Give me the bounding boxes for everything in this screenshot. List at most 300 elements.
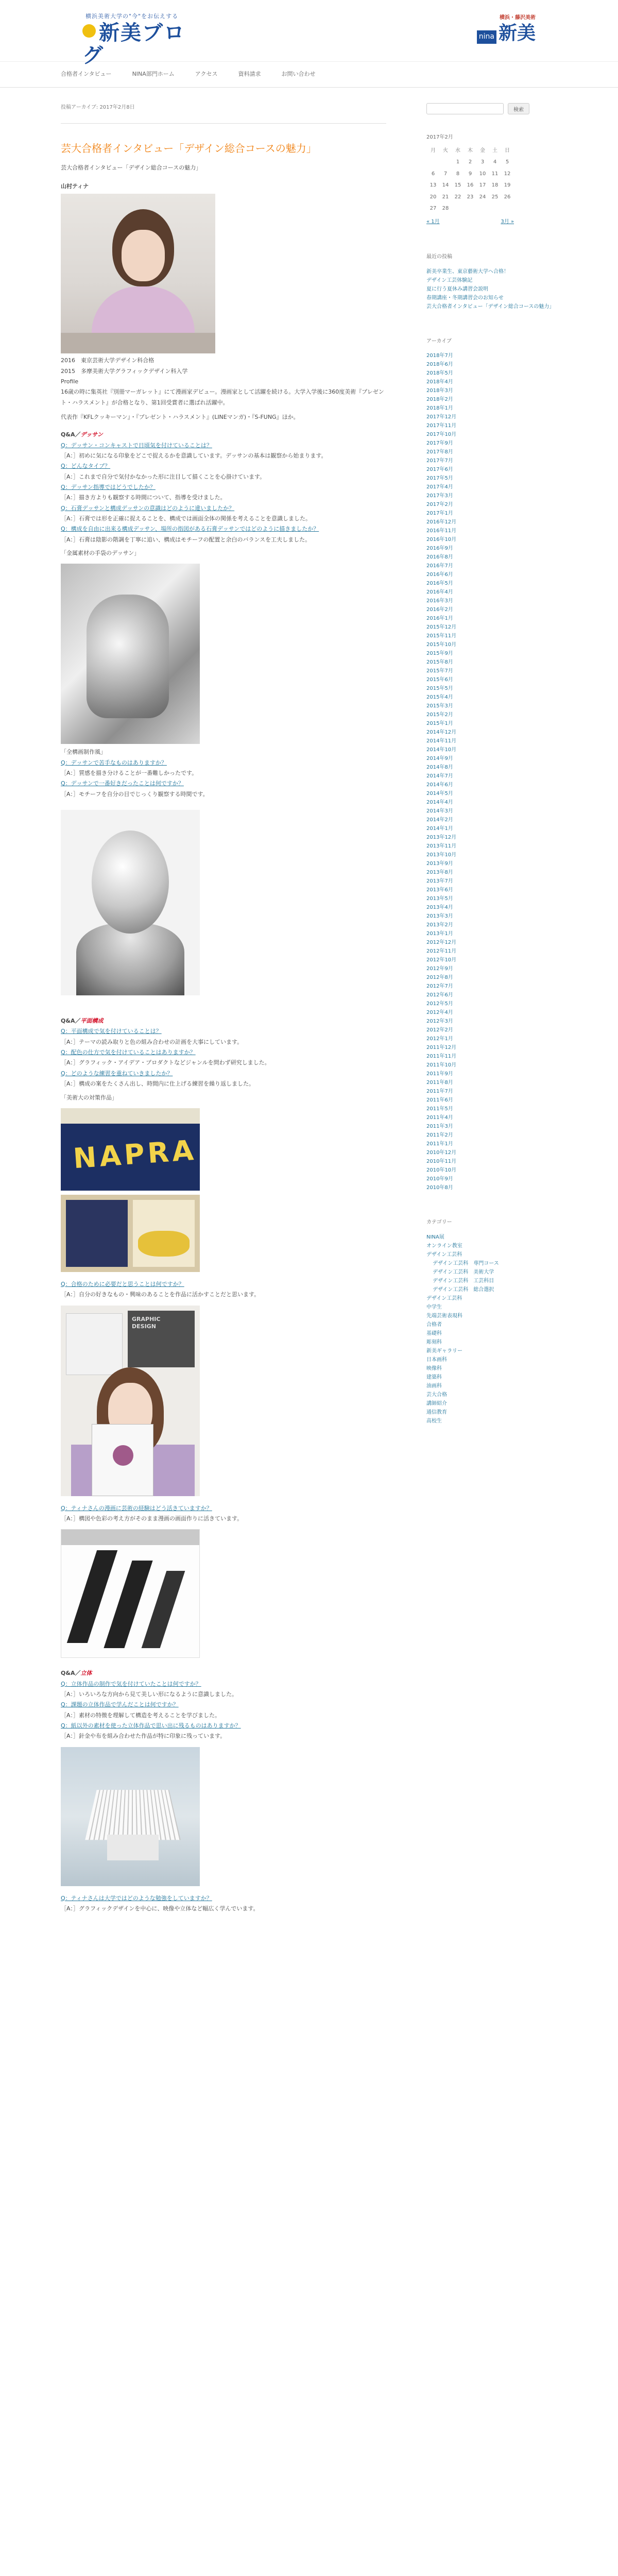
category-item-link[interactable]: デザイン工芸科 美術大学 [433, 1269, 494, 1275]
calendar-day [427, 157, 439, 168]
archive-item-link[interactable]: 2017年11月 [426, 423, 457, 429]
category-item-link[interactable]: デザイン工芸科 専門コース [433, 1260, 499, 1266]
archive-item-link[interactable]: 2017年7月 [426, 458, 453, 464]
calendar-day [477, 204, 488, 214]
archive-item [426, 570, 555, 579]
qa-answer: ［A：］質感を描き分けることが一番難しかったです。 [61, 770, 198, 777]
search-button[interactable]: 検索 [508, 103, 529, 114]
archive-item-link[interactable]: 2015年11月 [426, 633, 457, 639]
archive-item-link[interactable]: 2011年1月 [426, 1141, 453, 1147]
archive-item-link[interactable]: 2013年11月 [426, 843, 457, 849]
archive-item [426, 360, 555, 369]
archive-item-link[interactable]: 2017年1月 [426, 511, 453, 516]
calendar-day[interactable]: 18 [491, 182, 499, 188]
archive-title: 投稿アーカイブ: 2017年2月8日 [61, 103, 386, 124]
archive-item-link[interactable]: 2012年8月 [426, 975, 453, 980]
calendar-day[interactable]: 3 [480, 159, 485, 165]
archive-item [426, 421, 555, 430]
archive-item [426, 833, 555, 842]
archive-item-link[interactable]: 2017年6月 [426, 467, 453, 472]
nina-logo-prefix: nina [477, 30, 496, 44]
archive-item [426, 527, 555, 535]
qa-list-composition [61, 1026, 386, 1089]
category-item [426, 1338, 555, 1347]
archive-widget-title: アーカイブ [426, 338, 452, 344]
archive-item [426, 781, 555, 789]
recent-post-item-link[interactable]: 夏に行う夏休み講習会説明 [426, 286, 488, 292]
archive-item-link[interactable]: 2012年7月 [426, 984, 453, 989]
calendar-day[interactable]: 4 [493, 159, 497, 165]
site-logo[interactable] [82, 11, 206, 68]
archive-item-link[interactable]: 2016年10月 [426, 537, 457, 543]
calendar-weekday: 金 [480, 147, 485, 154]
category-item [426, 1312, 555, 1320]
calendar-weekday: 火 [443, 147, 448, 154]
archive-item-link[interactable]: 2011年7月 [426, 1089, 453, 1094]
bust-photo [61, 810, 200, 995]
archive-item-link[interactable]: 2015年10月 [426, 642, 457, 648]
archive-item [426, 1035, 555, 1043]
manga-photo [61, 1529, 200, 1658]
archive-item-link[interactable]: 2016年9月 [426, 546, 453, 551]
archive-item [426, 859, 555, 868]
archive-item-link[interactable]: 2014年3月 [426, 808, 453, 814]
archive-item [426, 667, 555, 675]
archive-item [426, 500, 555, 509]
category-item [426, 1355, 555, 1364]
poster-photo: NAPRA [61, 1108, 200, 1191]
profile-line: 16歳の時に集英社『別冊マーガレット』にて漫画家デビュー。漫画家として活躍を続ける。大学入学後に360度美術『プレゼント・ハラスメント』が合格となり、第1回受賞者に選ばれ活躍中。 [61, 388, 384, 406]
calendar-weekday: 土 [492, 147, 497, 154]
archive-item-link[interactable]: 2013年4月 [426, 905, 453, 910]
category-item [426, 1382, 555, 1391]
qa-heading-composition: Q&A／平面構成 [61, 1018, 104, 1025]
archive-item-link[interactable]: 2016年8月 [426, 554, 453, 560]
recent-post-item-link[interactable]: 芸大合格者インタビュー「デザイン総合コースの魅力」 [426, 303, 555, 310]
calendar-day[interactable]: 23 [467, 194, 474, 200]
calendar-day[interactable]: 28 [442, 206, 449, 211]
archive-item-link[interactable]: 2011年8月 [426, 1080, 453, 1086]
archive-item [426, 728, 555, 737]
recent-post-item [426, 294, 555, 302]
calendar-caption: 2017年2月 [426, 134, 453, 140]
archive-item [426, 894, 555, 903]
category-item-link[interactable]: デザイン工芸科 工芸科目 [433, 1278, 494, 1284]
category-item-link[interactable]: 基礎科 [426, 1330, 442, 1336]
qa-question: Q：どんなタイプ？ [61, 463, 111, 470]
archive-item-link[interactable]: 2010年9月 [426, 1176, 453, 1182]
calendar [426, 133, 514, 215]
category-item-link[interactable]: 中学生 [426, 1304, 442, 1310]
calendar-day[interactable]: 15 [454, 182, 461, 188]
archive-item [426, 745, 555, 754]
archive-item-link[interactable]: 2017年9月 [426, 440, 453, 446]
qa-answer: ［A：］石膏では形を正確に捉えることを、構成では画面全体の関係を考えることを意識しました。 [61, 515, 312, 522]
archive-item-link[interactable]: 2011年11月 [426, 1054, 457, 1059]
category-item-link[interactable]: 合格者 [426, 1321, 442, 1328]
category-item-link[interactable]: 彫刻科 [426, 1339, 442, 1345]
archive-item-link[interactable]: 2014年7月 [426, 773, 453, 779]
calendar-day[interactable]: 5 [505, 159, 509, 165]
archive-item-link[interactable]: 2015年9月 [426, 651, 453, 656]
calendar-day[interactable]: 12 [504, 171, 511, 177]
qa-answer: ［A：］構図や色彩の考え方がそのまま漫画の画面作りに活きています。 [61, 1515, 243, 1522]
category-item-link[interactable]: 映像科 [426, 1365, 442, 1371]
archive-item [426, 1043, 555, 1052]
archive-item-link[interactable]: 2017年5月 [426, 476, 453, 481]
profile-line: 2015 多摩美術大学グラフィックデザイン科入学 [61, 367, 188, 375]
category-item [426, 1277, 555, 1285]
calendar-day[interactable]: 22 [454, 194, 461, 200]
archive-item [426, 1157, 555, 1166]
archive-item-link[interactable]: 2014年12月 [426, 730, 457, 735]
archive-item-link[interactable]: 2018年7月 [426, 353, 453, 359]
category-item-link[interactable]: デザイン工芸科 [426, 1295, 462, 1301]
archive-item-link[interactable]: 2012年5月 [426, 1001, 453, 1007]
qa-question: Q：デッサン・コンキャストで日頃気を付けていることは？ [61, 442, 212, 449]
archive-item-link[interactable]: 2012年12月 [426, 940, 457, 945]
archive-item-link[interactable]: 2014年6月 [426, 782, 453, 788]
archive-item [426, 395, 555, 404]
poster-photo-2 [61, 1195, 200, 1272]
entry-title[interactable]: 芸大合格者インタビュー「デザイン総合コースの魅力」 [61, 142, 317, 155]
archive-item-link[interactable]: 2012年10月 [426, 957, 457, 963]
archive-item [426, 535, 555, 544]
calendar-nav [426, 217, 514, 227]
archive-item-link[interactable]: 2014年9月 [426, 756, 453, 761]
archive-item [426, 938, 555, 947]
archive-item-link[interactable]: 2010年11月 [426, 1159, 457, 1164]
archive-item-link[interactable]: 2016年2月 [426, 607, 453, 613]
archive-item [426, 649, 555, 658]
archive-item-link[interactable]: 2015年6月 [426, 677, 453, 683]
archive-item-link[interactable]: 2011年10月 [426, 1062, 457, 1068]
archive-item-link[interactable]: 2015年7月 [426, 668, 453, 674]
archive-item-link[interactable]: 2012年1月 [426, 1036, 453, 1042]
nina-logo[interactable] [464, 13, 536, 49]
qa-answer: ［A：］石膏は陰影の階調を丁寧に追い、構成はモチーフの配置と余白のバランスを工夫しました。 [61, 536, 311, 543]
archive-item [426, 562, 555, 570]
nav-item[interactable]: 合格者インタビュー [61, 71, 112, 78]
archive-item-link[interactable]: 2011年2月 [426, 1132, 453, 1138]
category-item [426, 1329, 555, 1338]
archive-item [426, 1131, 555, 1140]
archive-item [426, 623, 555, 632]
archive-item-link[interactable]: 2011年9月 [426, 1071, 453, 1077]
archive-item-link[interactable]: 2014年11月 [426, 738, 457, 744]
photo-caption: 「金属素材の手袋のデッサン」 [61, 550, 140, 557]
recent-post-item-link[interactable]: 春期講座・冬期講習会のお知らせ [426, 295, 504, 301]
archive-item-link[interactable]: 2015年4月 [426, 694, 453, 700]
archive-item [426, 1122, 555, 1131]
recent-post-item [426, 302, 555, 311]
archive-item-link[interactable]: 2013年9月 [426, 861, 453, 867]
qa-question: Q：立体作品の制作で気を付けていたことは何ですか？ [61, 1680, 201, 1687]
archive-item-link[interactable]: 2016年5月 [426, 581, 453, 586]
archive-item [426, 982, 555, 991]
calendar-day[interactable]: 27 [430, 206, 437, 211]
archive-item [426, 605, 555, 614]
archive-item-link[interactable]: 2018年6月 [426, 362, 453, 367]
logo-mark-icon [82, 24, 96, 38]
archive-item [426, 956, 555, 964]
archive-item [426, 1096, 555, 1105]
category-item-link[interactable]: 通信教育 [426, 1409, 447, 1415]
archive-item-link[interactable]: 2015年1月 [426, 721, 453, 726]
archive-item-link[interactable]: 2013年1月 [426, 931, 453, 937]
archive-item-link[interactable]: 2013年6月 [426, 887, 453, 893]
qa-list-composition-2 [61, 1279, 386, 1300]
archive-item [426, 964, 555, 973]
category-item-link[interactable]: 日本画科 [426, 1357, 447, 1363]
nav-item[interactable]: アクセス [195, 71, 218, 78]
calendar-day[interactable]: 21 [442, 194, 449, 200]
archive-item [426, 754, 555, 763]
archive-item [426, 719, 555, 728]
archive-item-link[interactable]: 2011年6月 [426, 1097, 453, 1103]
calendar-day[interactable]: 11 [491, 171, 499, 177]
archive-item-link[interactable]: 2017年3月 [426, 493, 453, 499]
archive-item [426, 474, 555, 483]
archive-item [426, 999, 555, 1008]
archive-item [426, 929, 555, 938]
calendar-day[interactable]: 24 [479, 194, 486, 200]
profile-block [61, 355, 386, 422]
archive-item [426, 553, 555, 562]
archive-item-link[interactable]: 2013年10月 [426, 852, 457, 858]
category-item [426, 1408, 555, 1417]
archive-item [426, 816, 555, 824]
archive-item [426, 1113, 555, 1122]
category-item [426, 1320, 555, 1329]
search-form [426, 103, 555, 114]
calendar-day[interactable]: 20 [430, 194, 437, 200]
archive-item [426, 413, 555, 421]
calendar-day[interactable]: 19 [504, 182, 511, 188]
archive-item-link[interactable]: 2016年12月 [426, 519, 457, 525]
archive-item-link[interactable]: 2014年1月 [426, 826, 453, 832]
recent-post-item-link[interactable]: 新美卒業生、東京藝術大学へ合格！ [426, 268, 509, 275]
calendar-day[interactable]: 2 [468, 159, 472, 165]
archive-item-link[interactable]: 2013年8月 [426, 870, 453, 875]
archive-item [426, 509, 555, 518]
site-header [0, 0, 618, 68]
archive-item [426, 369, 555, 378]
archive-item-link[interactable]: 2016年7月 [426, 563, 453, 569]
nav-item[interactable]: 資料請求 [238, 71, 261, 78]
archive-item [426, 378, 555, 386]
archive-item-link[interactable]: 2016年3月 [426, 598, 453, 604]
sketch-photo [61, 564, 200, 744]
calendar-weekday: 月 [431, 147, 436, 154]
archive-item [426, 710, 555, 719]
qa-heading-dessin: Q&A／デッサン [61, 431, 103, 438]
archive-item-link[interactable]: 2010年10月 [426, 1167, 457, 1173]
photo-caption: 「全構画制作風」 [61, 749, 106, 756]
archive-item [426, 597, 555, 605]
archive-item-link[interactable]: 2013年7月 [426, 878, 453, 884]
profile-line: 2016 東京芸術大学デザイン科合格 [61, 357, 154, 364]
archive-item [426, 1175, 555, 1183]
calendar-prev-link[interactable]: « 1月 [426, 218, 440, 225]
main-content [61, 88, 386, 1914]
archive-item-link[interactable]: 2015年3月 [426, 703, 453, 709]
archive-item-link[interactable]: 2017年10月 [426, 432, 457, 437]
calendar-day[interactable]: 16 [467, 182, 474, 188]
category-item [426, 1285, 555, 1294]
paper-sculpture-photo [61, 1747, 200, 1886]
archive-item-link[interactable]: 2018年4月 [426, 379, 453, 385]
archive-item-link[interactable]: 2014年8月 [426, 765, 453, 770]
archive-item [426, 448, 555, 456]
archive-item-link[interactable]: 2010年8月 [426, 1185, 453, 1191]
qa-question: Q：合格のために必要だと思うことは何ですか？ [61, 1280, 184, 1287]
interviewee-name: 山村ティナ [61, 182, 89, 190]
category-item-link[interactable]: 油画科 [426, 1383, 442, 1389]
archive-item-link[interactable]: 2015年2月 [426, 712, 453, 718]
archive-item-link[interactable]: 2012年9月 [426, 966, 453, 972]
archive-item-link[interactable]: 2011年4月 [426, 1115, 453, 1121]
recent-post-item-link[interactable]: デザイン工芸体験記 [426, 277, 473, 283]
qa-answer: ［A：］針金や布を組み合わせた作品が特に印象に残っています。 [61, 1733, 226, 1740]
archive-item-link[interactable]: 2016年4月 [426, 589, 453, 595]
archive-item-link[interactable]: 2011年5月 [426, 1106, 453, 1112]
category-item [426, 1233, 555, 1242]
archive-item-link[interactable]: 2012年11月 [426, 948, 457, 954]
archive-item-link[interactable]: 2016年1月 [426, 616, 453, 621]
calendar-day[interactable]: 10 [479, 171, 486, 177]
category-item [426, 1391, 555, 1399]
qa-answer: ［A：］初めに気になる印象をどこで捉えるかを意識しています。デッサンの基本は観察から始まります。 [61, 452, 327, 459]
recent-posts-title: 最近の投稿 [426, 254, 452, 260]
qa-answer: ［A：］モチーフを自分の目でじっくり観察する時間です。 [61, 790, 209, 798]
category-item-link[interactable]: 建築科 [426, 1374, 442, 1380]
qa-question: Q：ティナさんは大学ではどのような勉強をしていますか？ [61, 1894, 212, 1902]
archive-item-link[interactable]: 2013年5月 [426, 896, 453, 902]
archive-item-link[interactable]: 2015年8月 [426, 659, 453, 665]
archive-item-link[interactable]: 2016年6月 [426, 572, 453, 578]
archive-item-link[interactable]: 2014年4月 [426, 800, 453, 805]
archive-item-link[interactable]: 2012年3月 [426, 1019, 453, 1024]
archive-item [426, 877, 555, 886]
archive-item-link[interactable]: 2018年3月 [426, 388, 453, 394]
calendar-day[interactable]: 6 [431, 171, 435, 177]
archive-item-link[interactable]: 2018年1月 [426, 405, 453, 411]
category-item [426, 1347, 555, 1355]
calendar-weekday: 木 [468, 147, 473, 154]
category-item-link[interactable]: NINA展 [426, 1234, 444, 1240]
archive-item-link[interactable]: 2016年11月 [426, 528, 457, 534]
qa-list-manga [61, 1503, 386, 1524]
archive-item-link[interactable]: 2015年12月 [426, 624, 457, 630]
calendar-next-link[interactable]: 3月 » [501, 218, 514, 225]
nav-item[interactable]: お問い合わせ [281, 71, 316, 78]
archive-item [426, 737, 555, 745]
archive-item-link[interactable]: 2013年12月 [426, 835, 457, 840]
qa-question: Q：デッサンで苦手なものはありますか？ [61, 759, 167, 766]
archive-item-link[interactable]: 2018年5月 [426, 370, 453, 376]
archive-item [426, 886, 555, 894]
category-item-link[interactable]: 講師紹介 [426, 1400, 447, 1406]
category-item-link[interactable]: 先端芸術表現科 [426, 1313, 462, 1319]
calendar-day[interactable]: 7 [443, 171, 448, 177]
qa-question: Q：紙以外の素材を使った立体作品で思い出に残るものはありますか？ [61, 1722, 241, 1729]
archive-item-link[interactable]: 2018年2月 [426, 397, 453, 402]
calendar-day[interactable]: 9 [468, 171, 472, 177]
category-item-link[interactable]: デザイン工芸科 [426, 1251, 462, 1258]
calendar-weekday: 水 [455, 147, 460, 154]
calendar-day[interactable]: 17 [479, 182, 486, 188]
calendar-day[interactable]: 26 [504, 194, 511, 200]
qa-list-dessin-2 [61, 758, 386, 800]
archive-item [426, 640, 555, 649]
archive-item-link[interactable]: 2011年3月 [426, 1124, 453, 1129]
qa-list-dessin [61, 440, 386, 545]
archive-item-link[interactable]: 2017年4月 [426, 484, 453, 490]
archive-item-link[interactable]: 2013年2月 [426, 922, 453, 928]
archive-item [426, 824, 555, 833]
archive-item-link[interactable]: 2014年5月 [426, 791, 453, 796]
archive-item [426, 912, 555, 921]
calendar-day[interactable]: 13 [430, 182, 437, 188]
calendar-day[interactable]: 8 [456, 171, 460, 177]
archive-item-link[interactable]: 2012年2月 [426, 1027, 453, 1033]
archive-item-link[interactable]: 2011年12月 [426, 1045, 457, 1050]
category-item-link[interactable]: オンライン教室 [426, 1243, 462, 1249]
archive-item [426, 386, 555, 395]
search-input[interactable] [426, 103, 504, 114]
calendar-day[interactable]: 1 [456, 159, 460, 165]
archive-item [426, 903, 555, 912]
archive-item-link[interactable]: 2010年12月 [426, 1150, 457, 1156]
archive-item [426, 1008, 555, 1017]
archive-item [426, 693, 555, 702]
archive-item [426, 947, 555, 956]
nav-item[interactable]: NINA部門ホーム [132, 71, 175, 78]
archive-item-link[interactable]: 2013年3月 [426, 913, 453, 919]
archive-item-link[interactable]: 2017年12月 [426, 414, 457, 420]
category-item-link[interactable]: 芸大合格 [426, 1392, 447, 1398]
archive-item-link[interactable]: 2017年8月 [426, 449, 453, 455]
calendar-day [465, 204, 476, 214]
calendar-day[interactable]: 25 [491, 194, 499, 200]
archive-item [426, 851, 555, 859]
calendar-day[interactable]: 14 [442, 182, 449, 188]
archive-item-link[interactable]: 2014年2月 [426, 817, 453, 823]
holding-book-photo: GRAPHIC DESIGN [61, 1306, 200, 1496]
archive-item-link[interactable]: 2015年5月 [426, 686, 453, 691]
archive-list [426, 351, 555, 1192]
archive-item [426, 658, 555, 667]
qa-answer: ［A：］テーマの読み取りと色の組み合わせの計画を大事にしています。 [61, 1038, 243, 1045]
category-item-link[interactable]: 高校生 [426, 1418, 442, 1424]
archive-item-link[interactable]: 2017年2月 [426, 502, 453, 507]
photo-caption: 「美術大の対策作品」 [61, 1094, 117, 1101]
archive-item-link[interactable]: 2012年4月 [426, 1010, 453, 1015]
archive-item-link[interactable]: 2012年6月 [426, 992, 453, 998]
category-item [426, 1303, 555, 1312]
profile-line: Profile [61, 378, 79, 385]
archive-item [426, 1026, 555, 1035]
archive-item [426, 921, 555, 929]
archive-item [426, 518, 555, 527]
archive-item-link[interactable]: 2014年10月 [426, 747, 457, 753]
qa-list-3d [61, 1679, 386, 1742]
archive-item [426, 430, 555, 439]
category-item-link[interactable]: 新美ギャラリー [426, 1348, 462, 1354]
category-item-link[interactable]: デザイン工芸科 総合選択 [433, 1286, 494, 1293]
recent-post-item [426, 267, 555, 276]
